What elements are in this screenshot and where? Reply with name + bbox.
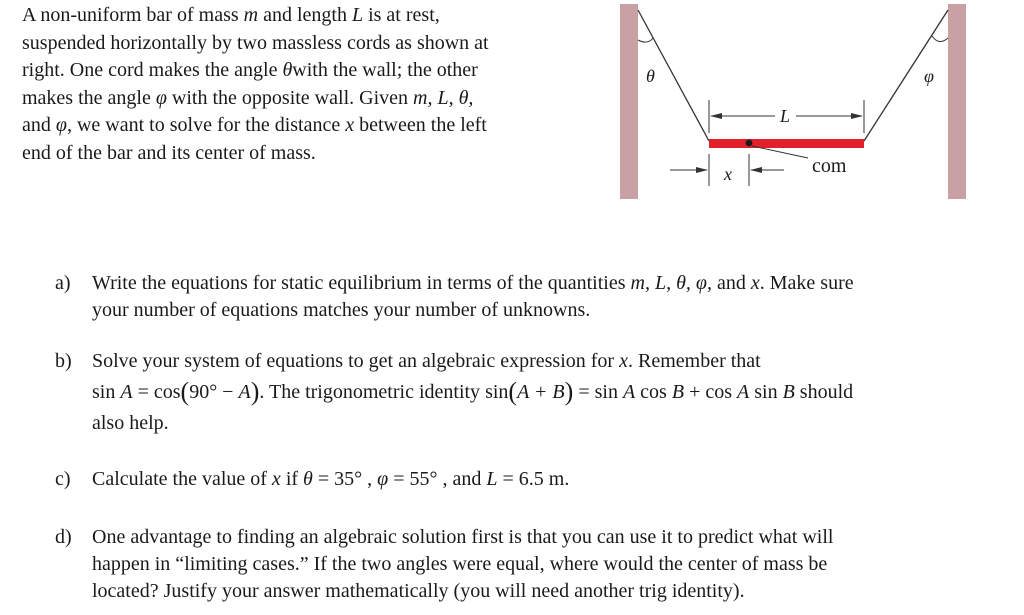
L-arrow-left-head bbox=[710, 113, 722, 119]
theta-arc bbox=[638, 38, 653, 42]
identity-line: sin A = cos(90° − A). The trigonometric identity sin(A + B) = sin A cos B + cos A sin B should bbox=[92, 377, 854, 406]
phi-arc bbox=[932, 36, 948, 42]
com-dot bbox=[746, 140, 753, 147]
intro-line-6: end of the bar and its center of mass. bbox=[22, 141, 316, 164]
intro-line-3: right. One cord makes the angle θwith the wall; the other bbox=[22, 59, 478, 82]
question-b: b) Solve your system of equations to get an algebraic expression for x. Remember that sin A = cos(90° − A). The trigonometric identity sin(A + B) = sin A cos B + cos A sin B should also help. bbox=[55, 350, 854, 434]
x-label: x bbox=[724, 164, 732, 184]
bar bbox=[709, 139, 864, 148]
question-a: a) Write the equations for static equilibrium in terms of the quantities m, L, θ, φ, and x. Make sure your number of equations matches your number of unknowns. bbox=[55, 272, 854, 321]
com-label: com bbox=[812, 155, 847, 177]
question-c: c) Calculate the value of x if θ = 35° , φ = 55° , and L = 6.5 m. bbox=[55, 466, 985, 496]
bar-cords-figure bbox=[612, 0, 972, 202]
intro-line-1: A non-uniform bar of mass m and length L is at rest, bbox=[22, 4, 440, 26]
intro-line-4: makes the angle φ with the opposite wall. Given m, L, θ, bbox=[22, 86, 474, 109]
intro-line-2: suspended horizontally by two massless cords as shown at bbox=[22, 31, 489, 54]
question-d: d) One advantage to finding an algebraic solution first is that you can use it to predict what will happen in “limiting cases.” If the two angles were equal, where would the center of mass be located? Justify your answer mathematically (you will need another trig identity). bbox=[55, 526, 834, 602]
L-arrow-right-head bbox=[851, 113, 863, 119]
question-c-label: c) bbox=[55, 468, 71, 490]
x-arrow-left-head bbox=[696, 167, 708, 173]
question-b-label: b) bbox=[55, 350, 72, 372]
theta-label: θ bbox=[646, 66, 655, 86]
intro-line-5: and φ, we want to solve for the distance x between the left bbox=[22, 114, 487, 137]
right-cord bbox=[864, 10, 948, 141]
question-a-label: a) bbox=[55, 272, 71, 294]
x-arrow-right-head bbox=[750, 167, 762, 173]
right-wall bbox=[948, 4, 966, 199]
problem-intro bbox=[22, 2, 582, 168]
L-label: L bbox=[780, 106, 791, 126]
left-wall bbox=[620, 4, 638, 199]
question-d-label: d) bbox=[55, 526, 72, 548]
phi-label: φ bbox=[924, 66, 934, 86]
